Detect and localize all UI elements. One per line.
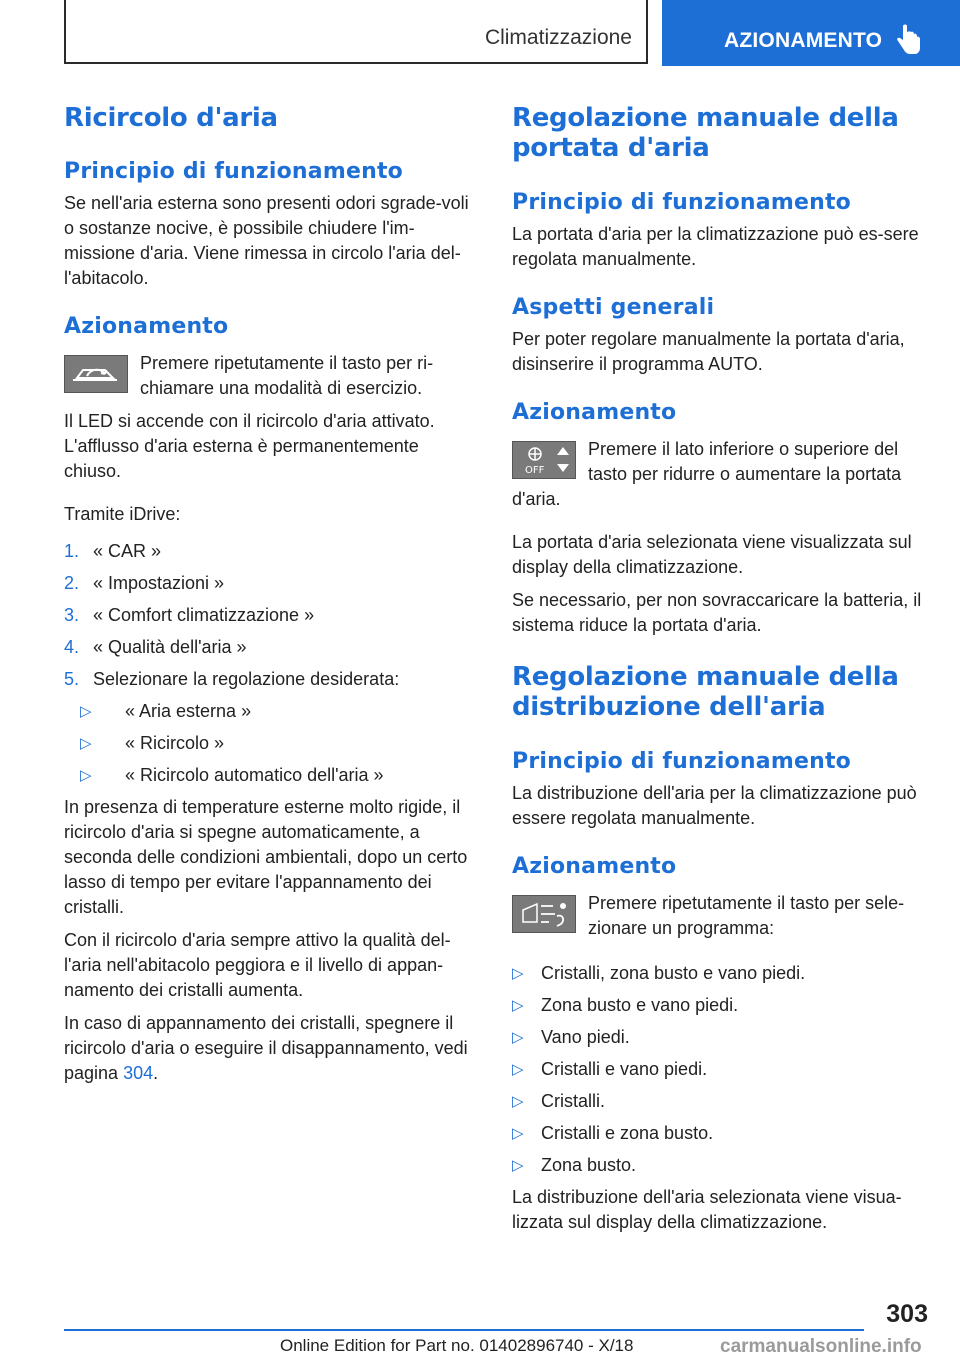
bullet-triangle-icon: ▷ [512, 1061, 524, 1078]
step-item [64, 603, 476, 628]
bullet-triangle-icon: ▷ [512, 1157, 524, 1174]
operation-icon-text: Premere ripetutamente il tasto per ri-chiamare una modalità di esercizio. [140, 353, 434, 398]
bullet-triangle-icon: ▷ [80, 735, 92, 752]
step-text: « Comfort climatizzazione » [93, 605, 315, 625]
principle-text: Se nell'aria esterna sono presenti odori sgrade-voli o sostanze nocive, è possibile chiudere l'im-missione d'aria. Viene rimessa in circolo l'aria del-l'abitacolo. [64, 193, 469, 288]
dist-option-item: ▷ Zona busto. [512, 1153, 924, 1178]
fan-off-button-icon [512, 441, 576, 479]
step-item [64, 667, 476, 692]
page-number: 303 [886, 1300, 928, 1328]
dist-display-text: La distribuzione dell'aria selezionata viene visua-lizzata sul display della climatizzazione. [512, 1187, 902, 1232]
bullet-triangle-icon: ▷ [80, 767, 92, 784]
step-text: « Qualità dell'aria » [93, 637, 247, 657]
dist-icon-row [512, 891, 924, 941]
recirculation-button-icon [64, 355, 128, 393]
distribution-options [512, 961, 924, 1178]
recirculation-options [64, 699, 476, 788]
option-item: ▷ « Ricircolo automatico dell'aria » [64, 763, 476, 788]
step-number: 2. [64, 573, 80, 593]
step-item [64, 571, 476, 596]
page-header [64, 0, 960, 66]
flow-icon-text-tail: d'aria. [512, 489, 561, 509]
subtitle-principle: Principio di funzionamento [64, 159, 403, 184]
step-text: « CAR » [93, 541, 162, 561]
step-text: « Impostazioni » [93, 573, 225, 593]
right-column [512, 100, 924, 1235]
watermark: carmanualsonline.info [720, 1336, 922, 1357]
bullet-triangle-icon: ▷ [512, 1029, 524, 1046]
dist-icon-text: Premere ripetutamente il tasto per sele-zionare un programma: [588, 893, 905, 938]
subtitle-flow-principle: Principio di funzionamento [512, 190, 851, 215]
header-tab [662, 0, 960, 66]
dist-option-item: ▷ Cristalli e zona busto. [512, 1121, 924, 1146]
section-title-airflow: Regolazione manuale della portata d'aria [512, 103, 899, 163]
footer-divider [64, 1329, 864, 1331]
step-text: Selezionare la regolazione desiderata: [93, 669, 400, 689]
dist-principle-text: La distribuzione dell'aria per la climatizzazione può essere regolata manualmente. [512, 783, 917, 828]
step-number: 1. [64, 541, 80, 561]
bullet-triangle-icon: ▷ [512, 1093, 524, 1110]
flow-icon-text: Premere il lato inferiore o superiore del tasto per ridurre o aumentare la portata [588, 439, 902, 484]
page-link[interactable]: 304 [123, 1063, 154, 1083]
step-item [64, 539, 476, 564]
fan-off-label: OFF [525, 465, 545, 476]
flow-battery-text: Se necessario, per non sovraccaricare la batteria, il sistema riduce la portata d'aria. [512, 590, 922, 635]
dist-option-item: ▷ Vano piedi. [512, 1025, 924, 1050]
step-number: 3. [64, 605, 80, 625]
bullet-triangle-icon: ▷ [512, 965, 524, 982]
led-text: Il LED si accende con il ricircolo d'aria attivato. L'afflusso d'aria esterna è permanentemente chiuso. [64, 411, 435, 481]
idrive-steps [64, 539, 476, 692]
flow-principle-text: La portata d'aria per la climatizzazione può es-sere regolata manualmente. [512, 224, 919, 269]
subtitle-dist-operation: Azionamento [512, 854, 677, 879]
option-item: ▷ « Ricircolo » [64, 731, 476, 756]
left-column [64, 100, 476, 1086]
air-quality-text: Con il ricircolo d'aria sempre attivo la qualità del-l'aria nell'abitacolo peggiora e il livello di appan-namento dei cristalli aumenta. [64, 930, 451, 1000]
subtitle-dist-principle: Principio di funzionamento [512, 749, 851, 774]
flow-icon-row [512, 437, 924, 487]
idrive-text: Tramite iDrive: [64, 504, 181, 524]
fogging-text: In caso di appannamento dei cristalli, spegnere il ricircolo d'aria o eseguire il disappannamento, vedi pagina 304. [64, 1013, 468, 1083]
cold-temperature-text: In presenza di temperature esterne molto rigide, il ricircolo d'aria si spegne automaticamente, a seconda delle condizioni ambientali, dopo un certo lasso di tempo per evitare l'appannamento dei cristalli. [64, 797, 468, 917]
subtitle-operation: Azionamento [64, 314, 229, 339]
dist-option-item: ▷ Cristalli. [512, 1089, 924, 1114]
section-title-recirculation: Ricircolo d'aria [64, 103, 278, 133]
subtitle-flow-operation: Azionamento [512, 400, 677, 425]
bullet-triangle-icon: ▷ [512, 997, 524, 1014]
general-text: Per poter regolare manualmente la portata d'aria, disinserire il programma AUTO. [512, 329, 905, 374]
bullet-triangle-icon: ▷ [80, 703, 92, 720]
step-number: 4. [64, 637, 80, 657]
dist-option-item: ▷ Cristalli, zona busto e vano piedi. [512, 961, 924, 986]
header-tab-label: AZIONAMENTO [724, 29, 883, 52]
dist-option-item: ▷ Zona busto e vano piedi. [512, 993, 924, 1018]
air-distribution-button-icon [512, 895, 576, 933]
pointing-hand-icon [894, 24, 922, 56]
header-section-box [64, 0, 648, 64]
bullet-triangle-icon: ▷ [512, 1125, 524, 1142]
operation-icon-row [64, 351, 476, 401]
flow-display-text: La portata d'aria selezionata viene visualizzata sul display della climatizzazione. [512, 532, 912, 577]
subtitle-general: Aspetti generali [512, 295, 715, 320]
footer-edition: Online Edition for Part no. 01402896740 - X/18 [280, 1336, 634, 1355]
option-item: ▷ « Aria esterna » [64, 699, 476, 724]
section-title-distribution: Regolazione manuale della distribuzione dell'aria [512, 662, 899, 722]
step-item [64, 635, 476, 660]
dist-option-item: ▷ Cristalli e vano piedi. [512, 1057, 924, 1082]
header-section-title: Climatizzazione [484, 26, 632, 49]
step-number: 5. [64, 669, 80, 689]
